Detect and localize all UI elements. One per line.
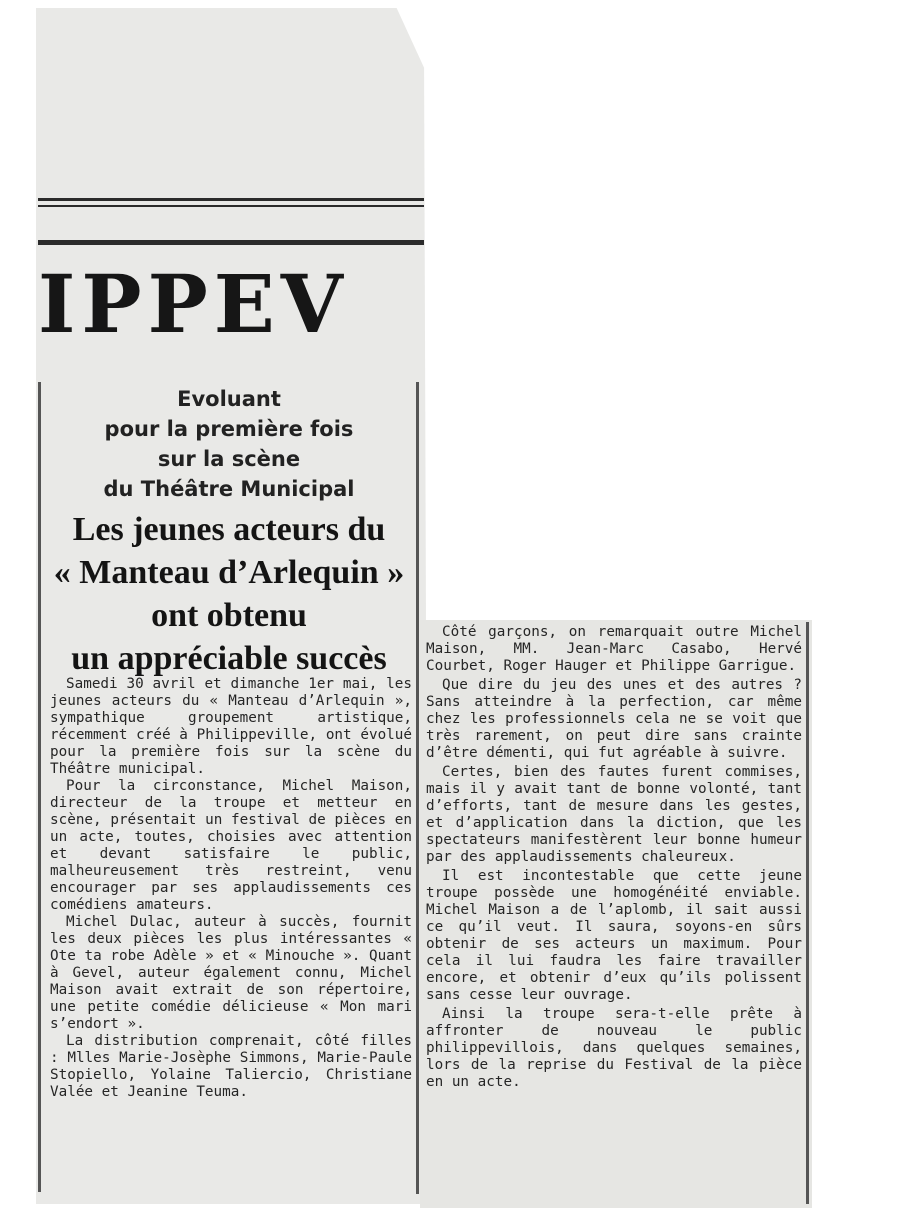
title-line: ont obtenu [151,597,307,634]
article-paragraph: La distribution comprenait, côté filles : Mlles Marie-Josèphe Simmons, Marie-Paule Stopiello, Yolaine Taliercio, Christiane Valée et Jeanine Teuma. [50,1033,412,1100]
article-paragraph: Que dire du jeu des unes et des autres ? Sans atteindre à la perfection, car même chez les professionnels cela ne se voit que très rarement, on peut dire sans crainte d’être démenti, qui fut agréable à suivre. [426,677,802,761]
article-column-right [426,624,802,1091]
kicker-line: Evoluant [177,387,281,411]
article-paragraph: Côté garçons, on remarquait outre Michel Maison, MM. Jean-Marc Casabo, Hervé Courbet, Roger Hauger et Philippe Garrigue. [426,624,802,674]
title-line: « Manteau d’Arlequin » [53,554,405,591]
headline-title [44,508,414,680]
title-line: un appréciable succès [71,640,387,677]
article-headline [44,384,414,680]
masthead-rule-bottom [38,240,424,245]
article-paragraph: Pour la circonstance, Michel Maison, directeur de la troupe et metteur en scène, présentait un festival de pièces en un acte, toutes, choisies avec attention et devant satisfaire le public, malheureusement très restreint, venu encourager par ses applaudissements ces comédiens amateurs. [50,778,412,913]
column-border-right [806,622,809,1204]
masthead-title: IPPEV [38,258,349,350]
column-border-middle [416,382,419,1194]
kicker-line: pour la première fois [104,417,354,441]
article-column-left [50,676,412,1101]
kicker-line: sur la scène [157,447,301,471]
article-paragraph: Michel Dulac, auteur à succès, fournit les deux pièces les plus intéressantes « Ote ta robe Adèle » et « Minouche ». Quant à Gevel, auteur également connu, Michel Maison avait extrait de son répertoire, une petite comédie délicieuse « Mon mari s’endort ». [50,914,412,1032]
article-paragraph: Samedi 30 avril et dimanche 1er mai, les jeunes acteurs du « Manteau d’Arlequin », sympathique groupement artistique, récemment créé à Philippeville, ont évolué pour la première fois sur la scène du Théâtre municipal. [50,676,412,777]
headline-kicker [44,384,414,504]
article-paragraph: Ainsi la troupe sera-t-elle prête à affronter de nouveau le public philippevillois, dans quelques semaines, lors de la reprise du Festival de la pièce en un acte. [426,1006,802,1090]
masthead-rule-top [38,198,424,201]
article-paragraph: Certes, bien des fautes furent commises, mais il y avait tant de bonne volonté, tant d’efforts, tant de mesure dans les gestes, et d’application dans la diction, que les spectateurs manifestèrent leur bonne humeur par des applaudissements chaleureux. [426,764,802,865]
title-line: Les jeunes acteurs du [72,511,386,548]
masthead-rule-thin [38,205,424,207]
article-paragraph: Il est incontestable que cette jeune troupe possède une homogénéité enviable. Michel Maison a de l’aplomb, il sait aussi ce qu’il veut. Il saura, soyons-en sûrs obtenir de ses acteurs un maximum. Pour cela il lui faudra les faire travailler encore, et obtenir d’eux qu’ils polissent sans cesse leur ouvrage. [426,868,802,1003]
kicker-line: du Théâtre Municipal [103,477,355,501]
column-border-left [38,382,41,1192]
